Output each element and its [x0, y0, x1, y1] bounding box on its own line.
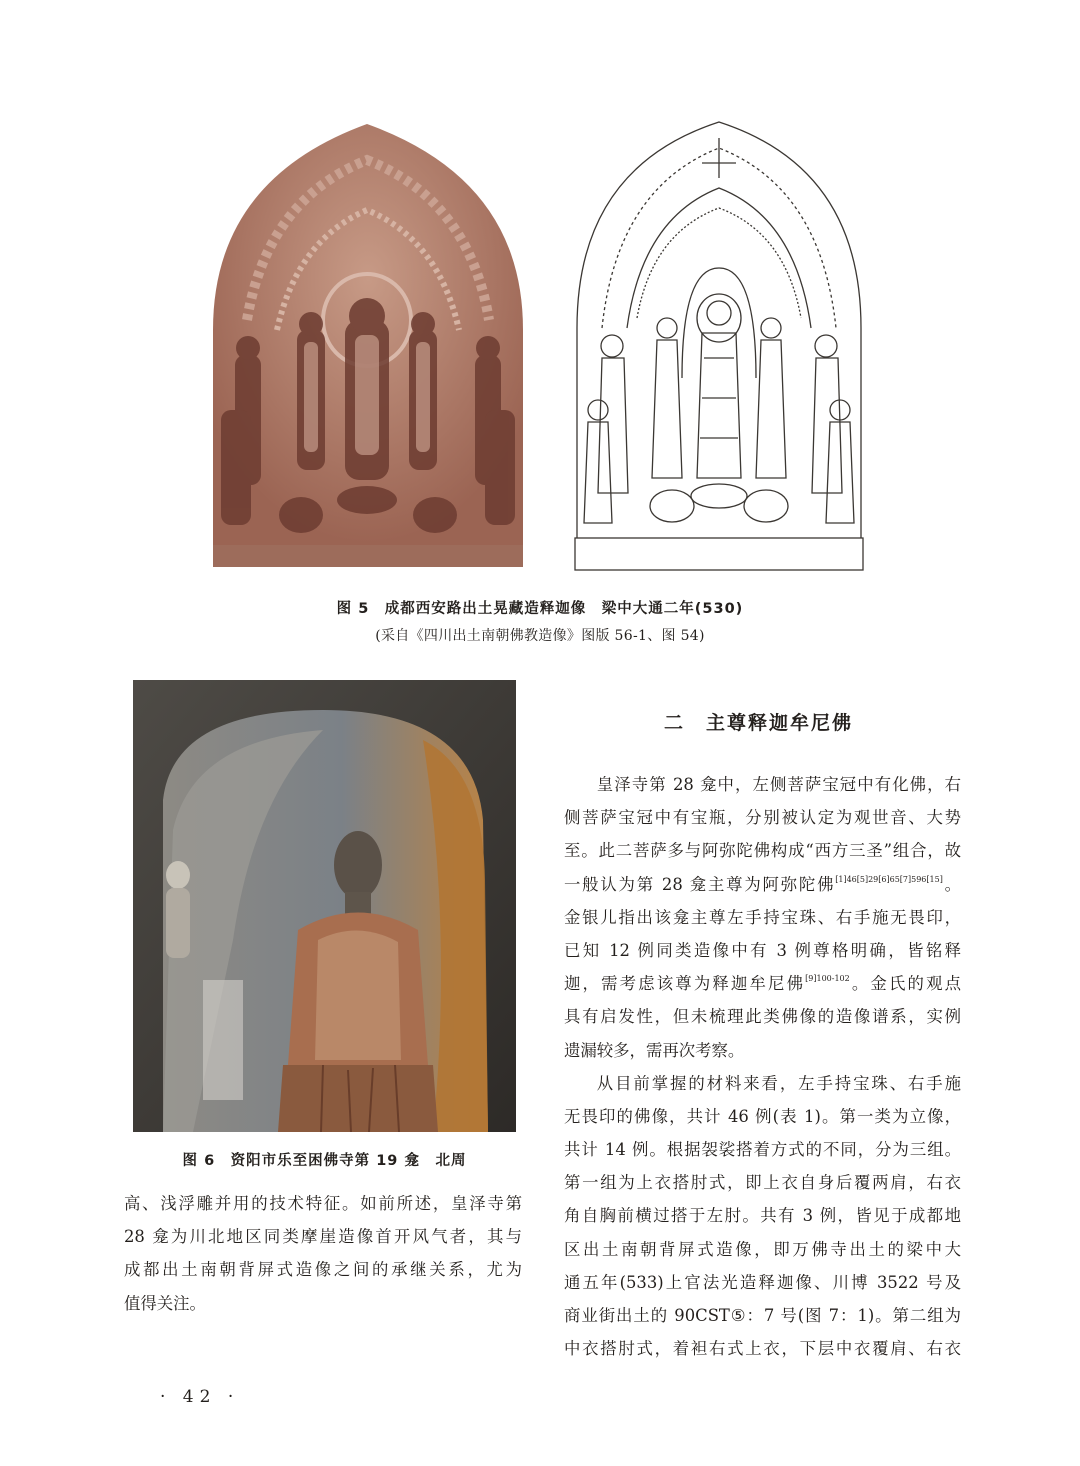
figure6-caption: 图 6 资阳市乐至困佛寺第 19 龛 北周	[182, 1153, 467, 1169]
page-number: · 42 ·	[160, 1387, 240, 1407]
p1-line-7	[564, 967, 961, 1000]
p1-line-1: 皇泽寺第 28 龛中，左侧菩萨宝冠中有化佛，右	[596, 775, 961, 794]
p2-line-6: 区出土南朝背屏式造像，即万佛寺出土的梁中大	[564, 1239, 961, 1259]
p1-line-9: 遗漏较多，需再次考察。	[564, 1040, 745, 1060]
left-column	[124, 1187, 522, 1320]
citation-shakyamuni: [9]100-102	[805, 974, 850, 984]
p1-line-8: 具有启发性，但未梳理此类佛像的造像谱系，实例	[564, 1007, 961, 1027]
p2-line-1: 从目前掌握的材料来看，左手持宝珠、右手施	[596, 1073, 961, 1093]
p2-line-4: 第一组为上衣搭肘式，即上衣自身后覆两肩，右衣	[564, 1173, 961, 1193]
right-column	[564, 768, 961, 1365]
figure5-caption: 图 5 成都西安路出土晃藏造释迦像 梁中大通二年(530)	[336, 601, 744, 617]
section-title: 二 主尊释迦牟尼佛	[664, 712, 854, 734]
p1-line-4-text: 一般认为第 28 龛主尊为阿弥陀佛	[564, 874, 836, 894]
figure6-photo	[133, 680, 516, 1132]
p2-line-7: 通五年(533)上官法光造释迦像、川博 3522 号及	[564, 1272, 961, 1292]
citation-amitabha: [1]46[5]29[6]65[7]596[15]	[835, 874, 943, 884]
stele-photo-image	[207, 120, 530, 571]
left-line-4: 值得关注。	[124, 1293, 206, 1313]
left-line-1: 高、浅浮雕并用的技术特征。如前所述，皇泽寺第	[124, 1194, 522, 1213]
figure5-drawing	[572, 118, 866, 575]
p1-line-3: 至。此二菩萨多与阿弥陀佛构成“西方三圣”组合，故	[564, 841, 961, 861]
figure5-source: (采自《四川出土南朝佛教造像》图版 56-1、图 54)	[375, 628, 705, 644]
p2-line-9: 中衣搭肘式，着袒右式上衣，下层中衣覆肩、右衣	[564, 1339, 961, 1359]
p1-line-4	[564, 868, 961, 901]
p1-line-5: 金银儿指出该龛主尊左手持宝珠、右手施无畏印，	[564, 907, 961, 927]
p1-line-6: 已知 12 例同类造像中有 3 例尊格明确，皆铭释	[564, 940, 961, 960]
p2-line-8: 商业街出土的 90CST⑤：7 号(图 7：1)。第二组为	[564, 1306, 961, 1325]
p2-line-5: 角自胸前横过搭于左肘。共有 3 例，皆见于成都地	[564, 1206, 961, 1226]
p1-line-4-end: 。	[942, 874, 961, 894]
left-line-3: 成都出土南朝背屏式造像之间的承继关系，尤为	[124, 1260, 522, 1280]
p1-line-7-end: 。金氏的观点	[849, 974, 962, 994]
cave-niche-image	[133, 680, 516, 1132]
left-line-2: 28 龛为川北地区同类摩崖造像首开风气者，其与	[124, 1227, 522, 1247]
p1-line-7-text: 迦，需考虑该尊为释迦牟尼佛	[564, 974, 806, 994]
p2-line-2: 无畏印的佛像，共计 46 例(表 1)。第一类为立像，	[564, 1106, 961, 1126]
p2-line-3: 共计 14 例。根据袈裟搭着方式的不同，分为三组。	[564, 1140, 961, 1160]
figure5-photo	[207, 120, 530, 571]
stele-line-drawing-image	[572, 118, 866, 575]
p1-line-2: 侧菩萨宝冠中有宝瓶，分别被认定为观世音、大势	[564, 808, 961, 828]
